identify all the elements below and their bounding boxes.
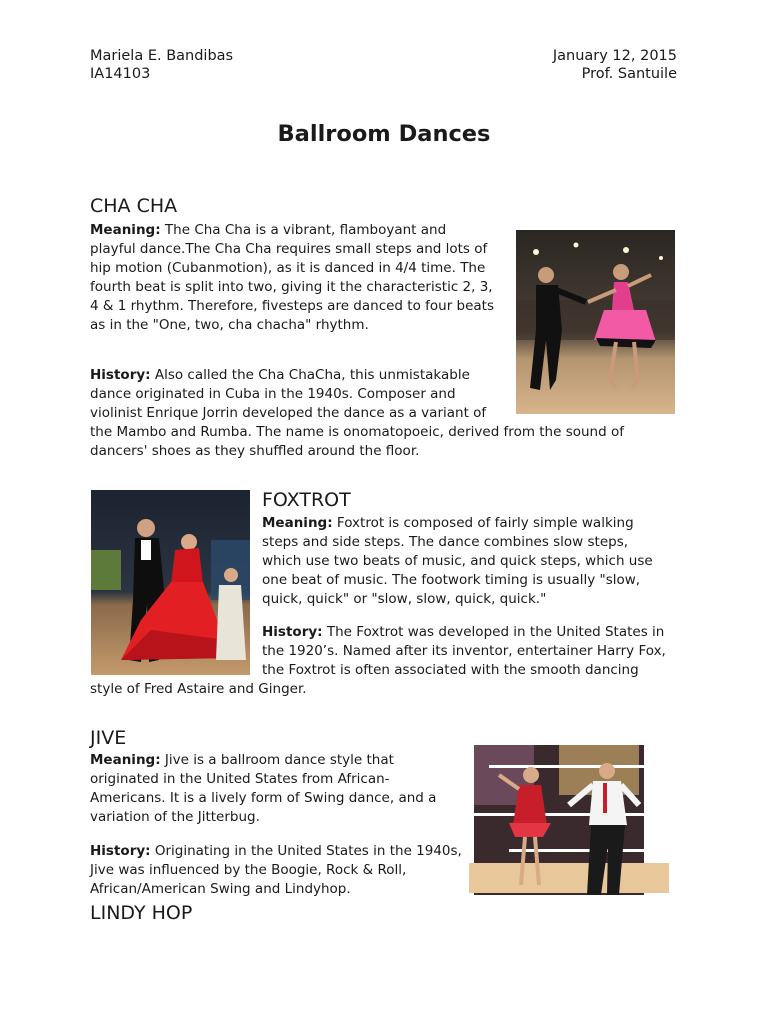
history-label: History: bbox=[90, 367, 151, 383]
chacha-meaning: Meaning: The Cha Cha is a vibrant, flamboyant and playful dance.The Cha Cha requires small steps and lots of hip motion (Cubanmotion), as it is danced in 4/4 time. The fourth beat is split into two, giving it the characteristic 2, 3, 4 & 1 rhythm. Therefore, fivesteps are danced to four beats as in the "One, two, cha chacha" rhythm. bbox=[90, 222, 495, 333]
foxtrot-dancers-photo bbox=[91, 490, 250, 675]
meaning-label: Meaning: bbox=[262, 515, 333, 531]
document-date: January 12, 2015 bbox=[552, 48, 677, 64]
foxtrot-heading: FOXTROT bbox=[262, 489, 351, 511]
chacha-heading: CHA CHA bbox=[90, 195, 178, 217]
foxtrot-history-tail: style of Fred Astaire and Ginger. bbox=[90, 681, 307, 697]
chacha-dancers-photo bbox=[516, 230, 675, 414]
jive-history: History: Originating in the United States in the 1940s, Jive was influenced by the Boogie, Rock & Roll, African/American Swing and Lindyhop. bbox=[90, 843, 462, 897]
professor-name: Prof. Santuile bbox=[581, 66, 677, 82]
student-code: IA14103 bbox=[90, 66, 151, 82]
foxtrot-history: History: The Foxtrot was developed in the United States in the 1920’s. Named after its inventor, entertainer Harry Fox, the Foxtrot is often associated with the smooth dancing bbox=[262, 624, 666, 678]
history-label: History: bbox=[90, 843, 151, 859]
header-left bbox=[90, 47, 233, 83]
jive-dancers-photo bbox=[469, 745, 678, 905]
document-title: Ballroom Dances bbox=[277, 121, 491, 147]
meaning-label: Meaning: bbox=[90, 752, 161, 768]
history-label: History: bbox=[262, 624, 323, 640]
jive-meaning: Meaning: Jive is a ballroom dance style that originated in the United States from African- Americans. It is a lively form of Swing dance, and a variation of the Jitterbug. bbox=[90, 752, 437, 825]
lindyhop-heading: LINDY HOP bbox=[90, 902, 193, 924]
author-name: Mariela E. Bandibas bbox=[90, 48, 234, 64]
header-right bbox=[553, 47, 677, 83]
chacha-history: History: Also called the Cha ChaCha, this unmistakable dance originated in Cuba in the 1940s. Composer and violinist Enrique Jorrin developed the dance as a variant of the Mambo and Rumba. The name is onomatopoeic, derived from the sound of dancers' shoes as they shuffled around the floor. bbox=[90, 367, 624, 459]
meaning-label: Meaning: bbox=[90, 222, 161, 238]
jive-heading: JIVE bbox=[90, 727, 127, 749]
foxtrot-meaning: Meaning: Foxtrot is composed of fairly simple walking steps and side steps. The dance combines slow steps, which use two beats of music, and quick steps, which use one beat of music. The footwork timing is usually "slow, quick, quick" or "slow, slow, quick, quick." bbox=[262, 515, 653, 607]
